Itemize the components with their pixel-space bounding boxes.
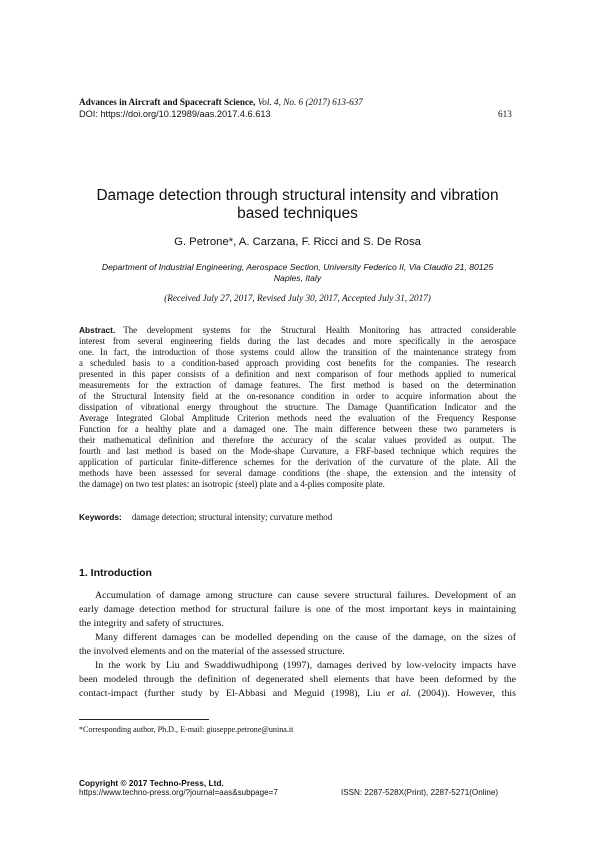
copyright-line: Copyright © 2017 Techno-Press, Ltd. [79,778,224,788]
keywords [79,512,332,522]
abstract-line: interest from several engineering fields during the last decades and more specifically in the aerospace [79,336,516,346]
doi-line[interactable]: DOI: https://doi.org/10.12989/aas.2017.4.6.613 [79,109,271,119]
body-line: In the work by Liu and Swaddiwudhipong (1997), damages derived by low-velocity impacts have [95,660,516,671]
abstract-line: the damage) on two test plates: an isotropic (steel) plate and a 4-plies composite plate. [79,479,385,489]
body-line: early damage detection method for structural failure is one of the most important keys in maintaining [79,604,516,615]
body-line: been modeled through the definition of degenerated shell elements that have been deformed by the [79,674,516,685]
body-line: the involved elements and on the material of the assessed structure. [79,646,345,657]
body-line: Accumulation of damage among structure can cause severe structural failures. Development of an [95,590,516,601]
abstract-line: of the Structural Intensity field at the on-resonance condition in order to acquire information about the [79,391,516,401]
affiliation-line-2: Naples, Italy [273,273,322,283]
corresponding-author-footnote: *Corresponding author, Ph.D., E-mail: giuseppe.petrone@unina.it [79,725,294,734]
keywords-text: damage detection; structural intensity; curvature method [131,512,333,522]
submission-dates: (Received July 27, 2017, Revised July 30, 2017, Accepted July 31, 2017) [164,293,431,303]
abstract-line: Average Integrated Global Amplitude Criterion methods need the evaluation of the Frequency Response [79,413,516,423]
page-number: 613 [498,109,512,119]
abstract-line: Abstract. The development systems for the Structural Health Monitoring has attracted considerable [79,325,516,335]
abstract-line: a scheduled basis to a condition-based approach providing cost benefits for the companies. The research [79,358,516,368]
abstract-line: dissipation of vibrational energy throughout the structure. The Damage Quantification Indicator and the [79,402,516,412]
journal-url[interactable]: https://www.techno-press.org/?journal=aas&subpage=7 [79,788,278,797]
section-heading: 1. Introduction [79,567,152,579]
journal-volume: Vol. 4, No. 6 (2017) 613-637 [255,97,363,107]
journal-citation [79,97,363,107]
journal-name: Advances in Aircraft and Spacecraft Science, [79,97,256,107]
abstract-line: methods have been assessed for several damage conditions (the shape, the extension and the intensity of [79,468,516,478]
abstract-line: their mathematical definition and therefore the accuracy of the scalar values provided as output. The [79,435,516,445]
keywords-label: Keywords: [79,512,122,522]
abstract-line: presented in this paper consists of a definition and next comparison of four methods applied to numerical [79,369,516,379]
paper-title-line-2: based techniques [237,205,358,222]
abstract-line: one. In fact, the introduction of those systems could allow the transition of the maintenance strategy from [79,347,516,357]
paper-title-line-1: Damage detection through structural intensity and vibration [96,187,499,204]
body-line: contact-impact (further study by El-Abbasi and Meguid (1998), Liu et al. (2004)). However, this [79,688,516,699]
issn-line: ISSN: 2287-528X(Print), 2287-5271(Online) [341,788,499,797]
abstract-line: fourth and last method is based on the Mode-shape Curvature, a FRF-based technique which requires the [79,446,516,456]
affiliation-line-1: Department of Industrial Engineering, Aerospace Section, University Federico II, Via Claudio 21, 80125 [101,262,494,272]
abstract-line: Function for a healthy plate and a damaged one. The main difference between these two parameters is [79,424,516,434]
body-line: Many different damages can be modelled depending on the cause of the damage, on the sizes of [95,632,516,643]
author-list: G. Petrone*, A. Carzana, F. Ricci and S. De Rosa [174,236,421,248]
abstract-line: measurements for the extraction of damage features. The first method is based on the determination [79,380,516,390]
abstract-line: application of particular finite-difference schemes for the derivation of the curvature of the plate. All the [79,457,516,467]
footnote-rule [79,719,209,720]
body-line: the integrity and safety of structures. [79,618,224,629]
abstract-label: Abstract. [79,325,116,335]
